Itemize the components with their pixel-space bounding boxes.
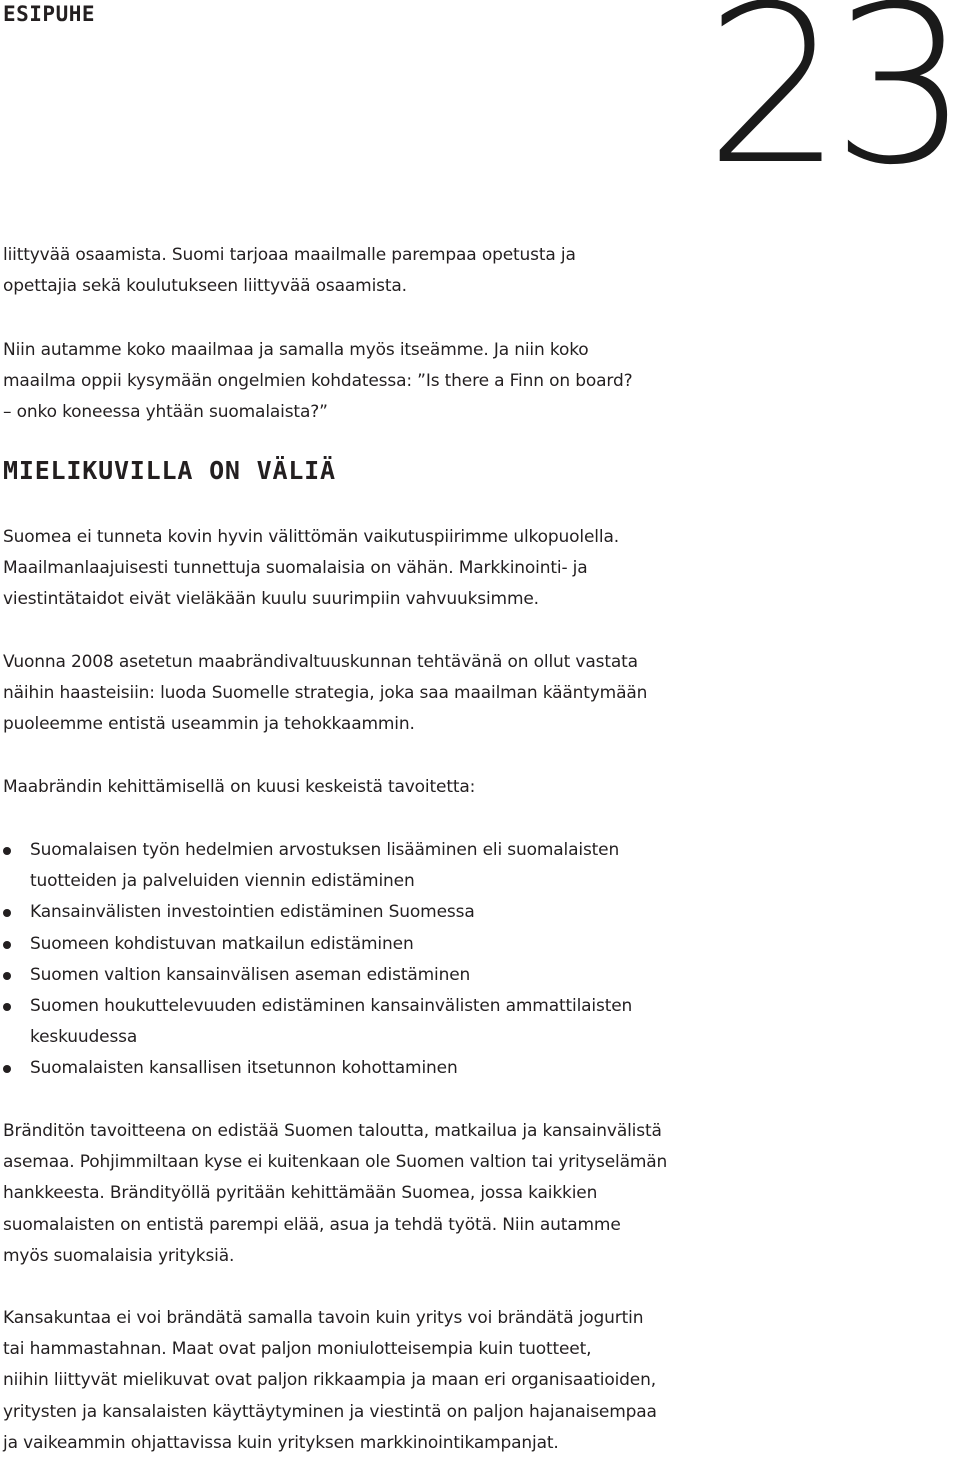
text-line: näihin haasteisiin: luoda Suomelle strategia, joka saa maailman kääntymään — [3, 683, 648, 704]
bullet-icon — [3, 972, 11, 980]
text-line: tuotteiden ja palveluiden viennin edistäminen — [30, 871, 415, 892]
paragraph-finn-on-board — [3, 335, 723, 429]
subheading: MIELIKUVILLA ON VÄLIÄ — [3, 456, 336, 485]
text-line: Kansakuntaa ei voi brändätä samalla tavoin kuin yritys voi brändätä jogurtin — [3, 1308, 644, 1328]
paragraph-nation-branding — [3, 1303, 723, 1459]
text-line: liittyvää osaamista. Suomi tarjoaa maailmalle parempaa opetusta ja — [3, 245, 576, 265]
text-line: Suomen houkuttelevuuden edistäminen kansainvälisten ammattilaisten — [30, 996, 633, 1017]
text-line: asemaa. Pohjimmiltaan kyse ei kuitenkaan ole Suomen valtion tai yrityselämän — [3, 1152, 668, 1173]
paragraph-brand-goal — [3, 1116, 723, 1272]
text-line: – onko koneessa yhtään suomalaista?” — [3, 402, 328, 423]
text-line: Vuonna 2008 asetetun maabrändivaltuuskunnan tehtävänä on ollut vastata — [3, 652, 638, 672]
text-line: viestintätaidot eivät vieläkään kuulu suurimpiin vahvuuksimme. — [3, 589, 539, 610]
list-item — [3, 960, 723, 991]
text-line: myös suomalaisia yrityksiä. — [3, 1245, 235, 1266]
text-line: puoleemme entistä useammin ja tehokkaammin. — [3, 714, 415, 735]
list-item — [3, 991, 723, 1053]
text-line: Suomea ei tunneta kovin hyvin välittömän vaikutuspiirimme ulkopuolella. — [3, 527, 619, 547]
bullet-icon — [3, 1003, 11, 1011]
text-line: tai hammastahnan. Maat ovat paljon moniulotteisempia kuin tuotteet, — [3, 1339, 592, 1360]
text-line: Suomalaisen työn hedelmien arvostuksen lisääminen eli suomalaisten — [30, 840, 620, 860]
text-line: Maailmanlaajuisesti tunnettuja suomalaisia on vähän. Markkinointi- ja — [3, 558, 588, 579]
text-line: ja vaikeammin ohjattavissa kuin yrityksen markkinointikampanjat. — [3, 1432, 559, 1453]
text-line: keskuudessa — [30, 1027, 138, 1048]
text-line: hankkeesta. Brändityöllä pyritään kehittämään Suomea, jossa kaikkien — [3, 1183, 598, 1204]
text-line: opettajia sekä koulutukseen liittyvää osaamista. — [3, 276, 407, 297]
text-line: suomalaisten on entistä parempi elää, asua ja tehdä työtä. Niin autamme — [3, 1214, 621, 1235]
paragraph-awareness — [3, 522, 723, 616]
text-line: Suomalaisten kansallisen itsetunnon kohottaminen — [30, 1058, 458, 1079]
paragraph-goals-intro — [3, 772, 723, 803]
text-line: Suomen valtion kansainvälisen aseman edistäminen — [30, 964, 471, 985]
text-line: maailma oppii kysymään ongelmien kohdatessa: ”Is there a Finn on board? — [3, 371, 633, 392]
list-item — [3, 929, 723, 960]
bullet-icon — [3, 847, 11, 855]
intro-paragraph — [3, 240, 723, 302]
text-line: Maabrändin kehittämisellä on kuusi keskeistä tavoitetta: — [3, 777, 476, 797]
text-line: Niin autamme koko maailmaa ja samalla myös itseämme. Ja niin koko — [3, 340, 589, 360]
bullet-icon — [3, 941, 11, 949]
bullet-icon — [3, 1065, 11, 1073]
list-item — [3, 1053, 723, 1084]
section-label: ESIPUHE — [3, 2, 96, 26]
paragraph-delegation — [3, 647, 723, 741]
list-item — [3, 835, 723, 897]
bullet-icon — [3, 909, 11, 917]
list-item — [3, 897, 723, 928]
page-number: 23 — [704, 0, 958, 213]
text-line: Kansainvälisten investointien edistäminen Suomessa — [30, 902, 475, 923]
text-line: Bränditön tavoitteena on edistää Suomen taloutta, matkailua ja kansainvälistä — [3, 1121, 662, 1141]
goals-list — [3, 835, 723, 1085]
text-line: niihin liittyvät mielikuvat ovat paljon rikkaampia ja maan eri organisaatioiden, — [3, 1370, 656, 1391]
text-line: Suomeen kohdistuvan matkailun edistäminen — [30, 933, 414, 954]
text-line: yritysten ja kansalaisten käyttäytyminen ja viestintä on paljon hajanaisempaa — [3, 1401, 657, 1422]
